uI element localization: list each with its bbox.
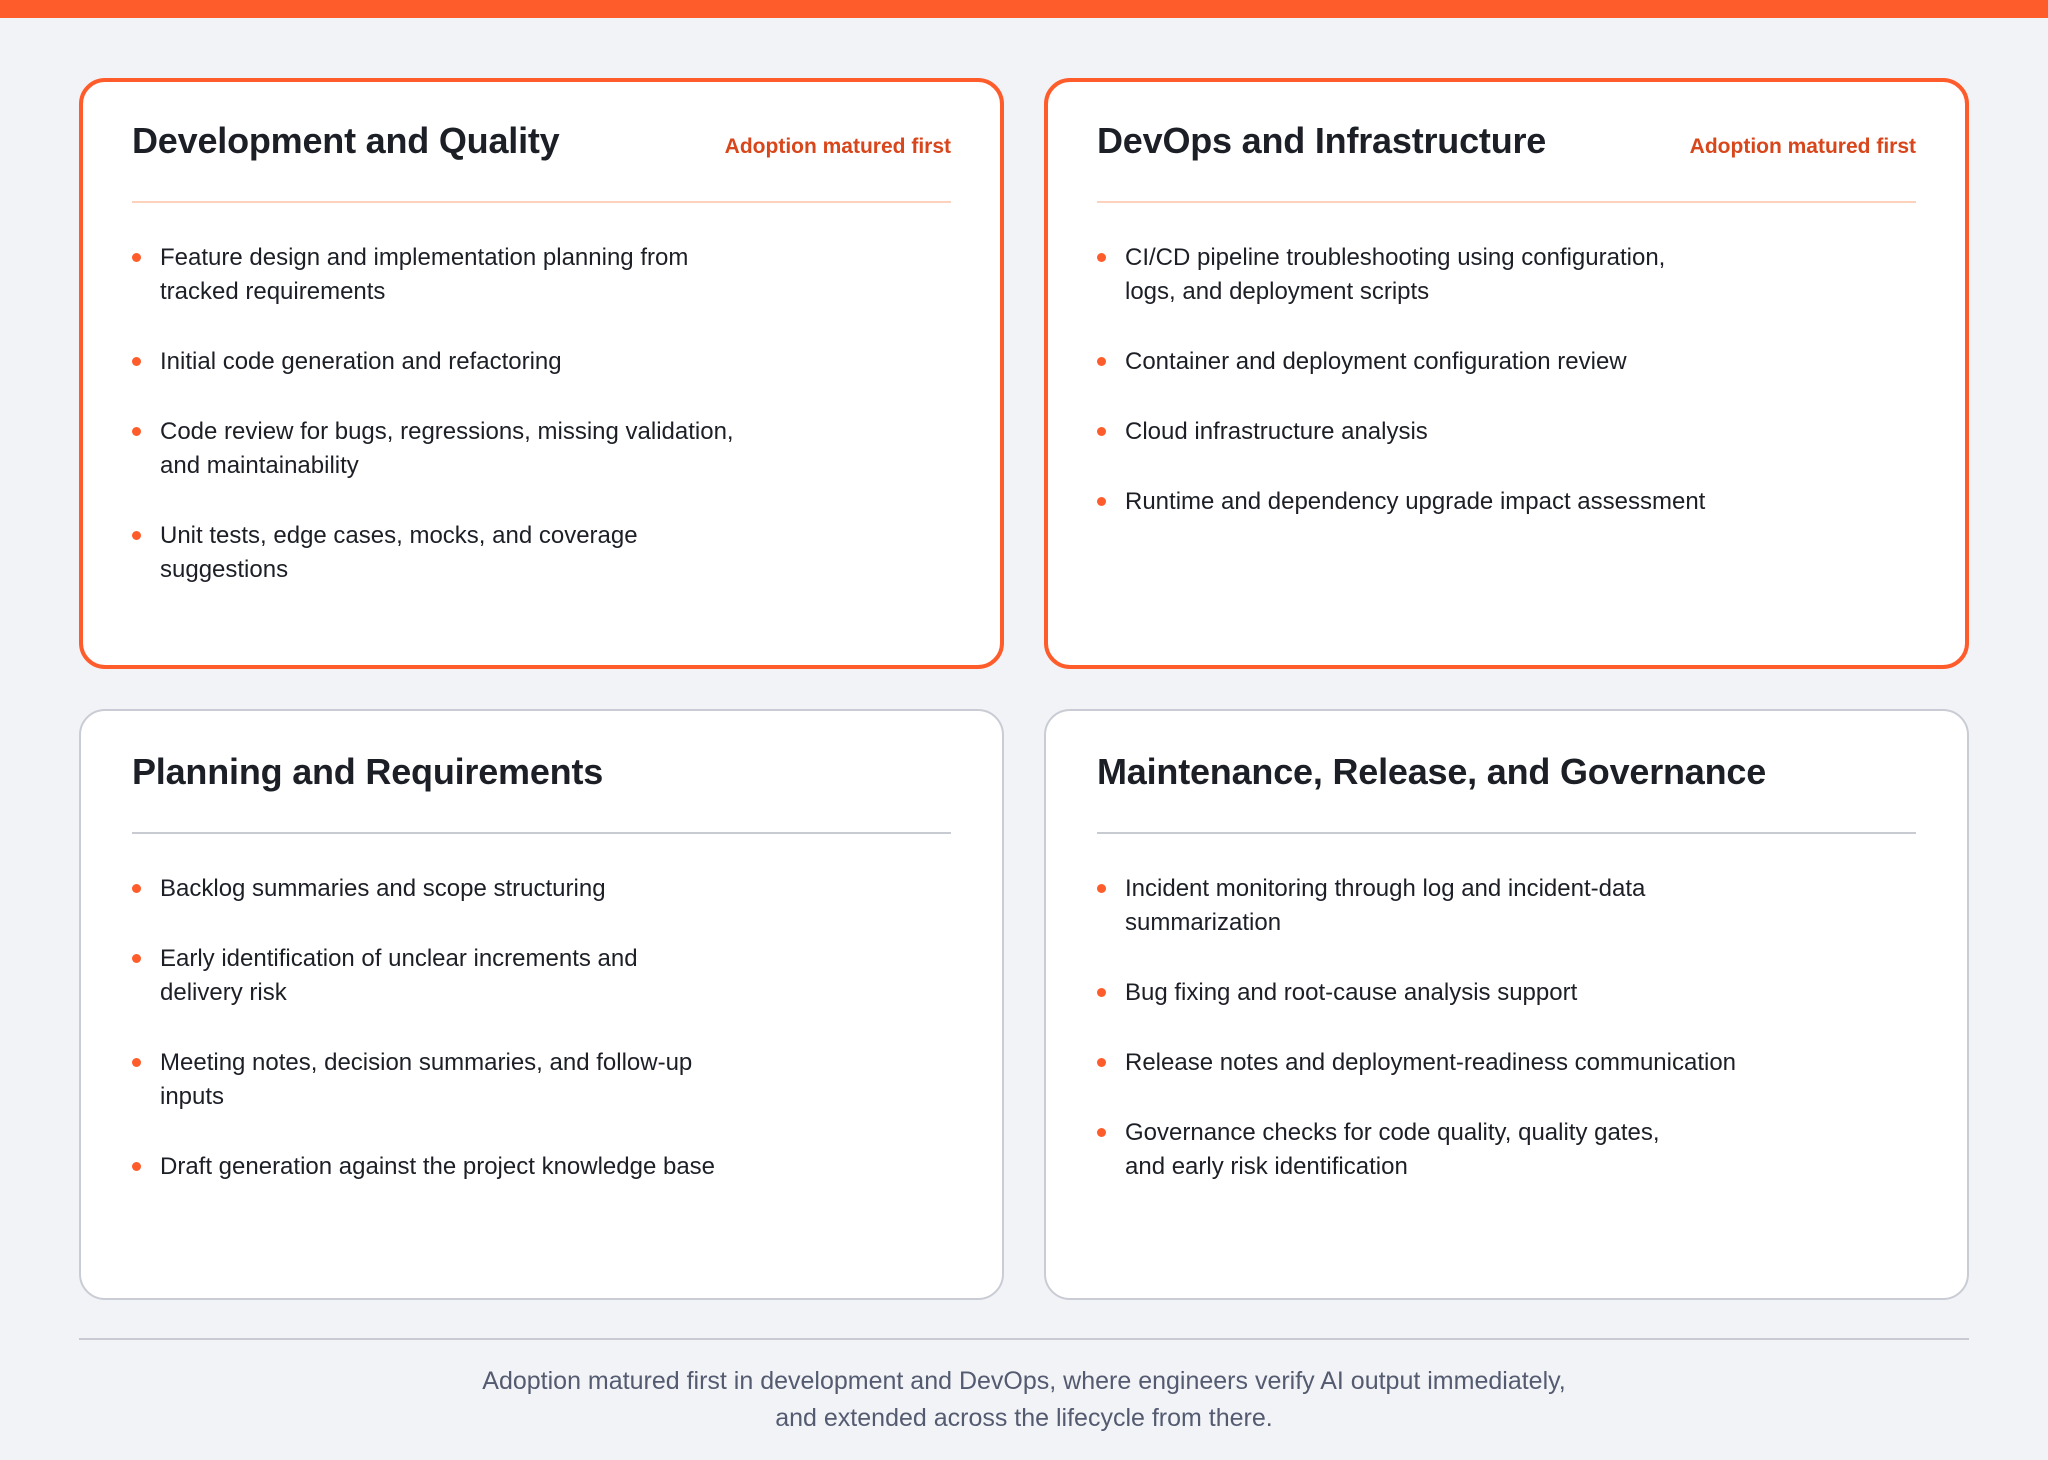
card-title: Maintenance, Release, and Governance bbox=[1097, 751, 1767, 792]
bullet-icon bbox=[132, 253, 141, 262]
bullet-icon bbox=[1097, 427, 1106, 436]
adoption-badge: Adoption matured first bbox=[1689, 135, 1916, 158]
item-line: summarization bbox=[1125, 909, 1282, 936]
item-line: Early identification of unclear increments and bbox=[160, 945, 638, 972]
bullet-icon bbox=[1097, 253, 1106, 262]
card-header bbox=[1097, 751, 1916, 803]
bullet-icon bbox=[132, 427, 141, 436]
item-line: Runtime and dependency upgrade impact assessment bbox=[1125, 488, 1706, 515]
item-line: Meeting notes, decision summaries, and follow-up bbox=[160, 1049, 693, 1076]
bullet-icon bbox=[1097, 1058, 1106, 1067]
card-header bbox=[132, 751, 951, 803]
adoption-badge: Adoption matured first bbox=[724, 135, 951, 158]
bullet-icon bbox=[1097, 357, 1106, 366]
card-title: DevOps and Infrastructure bbox=[1097, 120, 1547, 161]
bullet-icon bbox=[132, 954, 141, 963]
item-line: inputs bbox=[160, 1083, 225, 1110]
card-development-quality bbox=[79, 78, 1004, 669]
item-line: Unit tests, edge cases, mocks, and coverage suggestions bbox=[160, 522, 638, 583]
list-item bbox=[1097, 415, 1737, 449]
bullet-icon bbox=[132, 884, 141, 893]
item-line: Initial code generation and refactoring bbox=[160, 348, 562, 375]
bullet-icon bbox=[1097, 497, 1106, 506]
footer-line: and extended across the lifecycle from there. bbox=[775, 1404, 1273, 1432]
card-planning-requirements bbox=[79, 709, 1004, 1300]
list-item bbox=[1097, 345, 1737, 379]
footer-divider bbox=[79, 1338, 1969, 1340]
item-line: and maintainability bbox=[160, 452, 359, 479]
list-item bbox=[132, 942, 772, 1010]
list-item bbox=[132, 415, 772, 483]
card-divider bbox=[1097, 201, 1916, 203]
bullet-icon bbox=[1097, 884, 1106, 893]
card-title: Development and Quality bbox=[132, 120, 560, 161]
card-divider bbox=[132, 832, 951, 834]
bullet-icon bbox=[132, 1162, 141, 1171]
card-header bbox=[132, 120, 951, 172]
list-item bbox=[132, 1150, 772, 1184]
card-maintenance-release-governance bbox=[1044, 709, 1969, 1300]
bullet-icon bbox=[132, 531, 141, 540]
list-item bbox=[1097, 241, 1737, 309]
list-item bbox=[1097, 872, 1737, 940]
card-header bbox=[1097, 120, 1916, 172]
bullet-icon bbox=[1097, 1128, 1106, 1137]
card-title: Planning and Requirements bbox=[132, 751, 604, 792]
item-line: and early risk identification bbox=[1125, 1153, 1408, 1180]
item-list bbox=[1097, 872, 1916, 1184]
item-list bbox=[1097, 241, 1916, 519]
footer-line: Adoption matured first in development and DevOps, where engineers verify AI output immediately, bbox=[482, 1367, 1566, 1395]
card-divider bbox=[132, 201, 951, 203]
top-accent-bar bbox=[0, 0, 2048, 18]
item-line: Incident monitoring through log and incident-data bbox=[1125, 875, 1646, 902]
bullet-icon bbox=[132, 1058, 141, 1067]
item-line: Backlog summaries and scope structuring bbox=[160, 875, 606, 902]
list-item bbox=[132, 1046, 772, 1114]
item-line: Code review for bugs, regressions, missing validation, bbox=[160, 418, 734, 445]
card-divider bbox=[1097, 832, 1916, 834]
item-line: CI/CD pipeline troubleshooting using configuration, bbox=[1125, 244, 1666, 271]
list-item bbox=[132, 345, 772, 379]
item-line: tracked requirements bbox=[160, 278, 386, 305]
list-item bbox=[1097, 976, 1737, 1010]
item-line: Container and deployment configuration review bbox=[1125, 348, 1627, 375]
item-line: Release notes and deployment-readiness communication bbox=[1125, 1049, 1737, 1076]
bullet-icon bbox=[1097, 988, 1106, 997]
item-line: Bug fixing and root-cause analysis support bbox=[1125, 979, 1578, 1006]
list-item bbox=[1097, 485, 1737, 519]
item-line: logs, and deployment scripts bbox=[1125, 278, 1430, 305]
footer-caption bbox=[79, 1363, 1969, 1437]
list-item bbox=[1097, 1046, 1737, 1080]
bullet-icon bbox=[132, 357, 141, 366]
list-item bbox=[132, 872, 772, 906]
list-item bbox=[132, 519, 772, 587]
list-item bbox=[132, 241, 772, 309]
item-line: Cloud infrastructure analysis bbox=[1125, 418, 1428, 445]
item-line: Feature design and implementation planning from bbox=[160, 244, 689, 271]
item-line: delivery risk bbox=[160, 979, 287, 1006]
item-list bbox=[132, 241, 951, 587]
lifecycle-grid bbox=[79, 78, 1969, 1300]
list-item bbox=[1097, 1116, 1737, 1184]
card-devops-infrastructure bbox=[1044, 78, 1969, 669]
item-line: Draft generation against the project knowledge base bbox=[160, 1153, 716, 1180]
item-list bbox=[132, 872, 951, 1184]
item-line: Governance checks for code quality, quality gates, bbox=[1125, 1119, 1660, 1146]
